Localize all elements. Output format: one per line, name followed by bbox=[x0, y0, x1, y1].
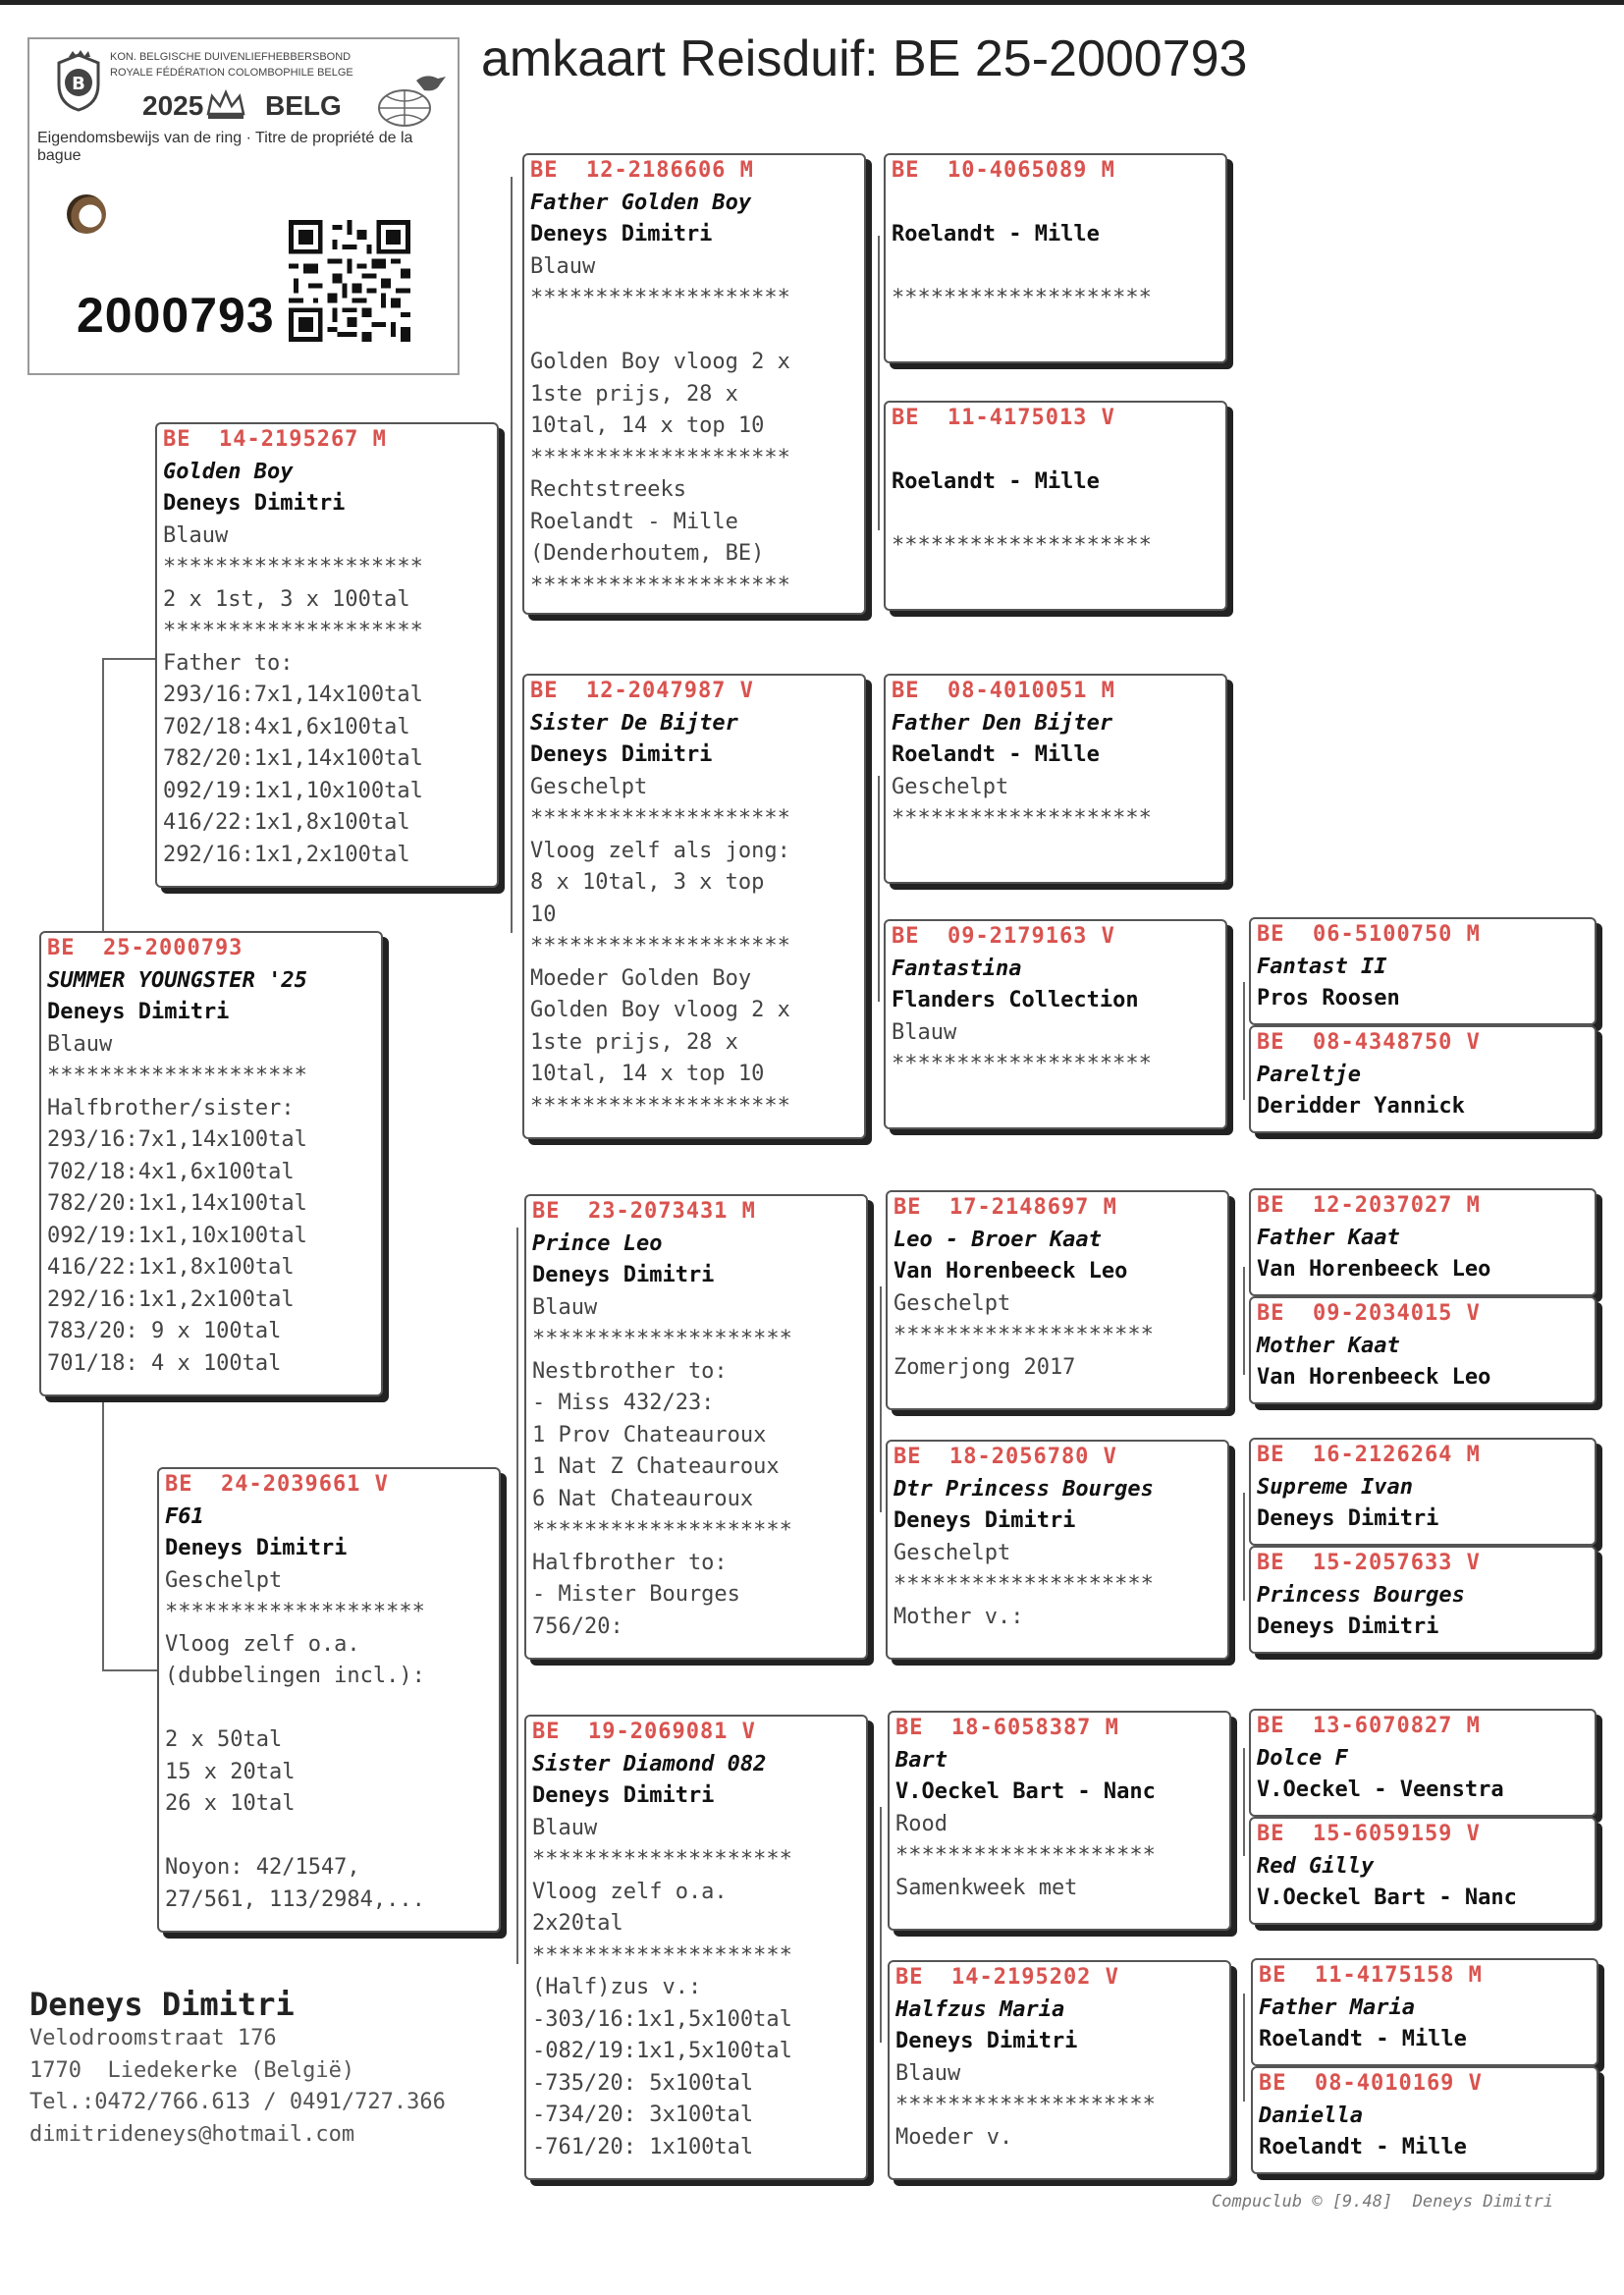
pigeon-card-subject bbox=[39, 931, 383, 1396]
separator: ******************** bbox=[892, 533, 1152, 558]
separator: ******************** bbox=[532, 1518, 792, 1543]
note-line: 26 x 10tal bbox=[165, 1791, 296, 1816]
separator: ******************** bbox=[530, 934, 790, 958]
note-line: Vloog zelf o.a. bbox=[532, 1879, 728, 1904]
note-line: -735/20: 5x100tal bbox=[532, 2070, 754, 2096]
footer-credit: Compuclub © [9.48] Deneys Dimitri bbox=[1212, 2192, 1553, 2212]
ring-year: 2025 bbox=[142, 90, 204, 121]
pigeon-name: Red Gilly bbox=[1257, 1853, 1375, 1879]
note-line: 8 x 10tal, 3 x top bbox=[530, 870, 765, 895]
pigeon-card-mother bbox=[157, 1467, 501, 1933]
note-line: 416/22:1x1,8x100tal bbox=[47, 1255, 295, 1280]
breeder: Deneys Dimitri bbox=[530, 222, 713, 246]
pigeon-card-mfm bbox=[886, 1440, 1229, 1660]
ring-code: BE 23-2073431 M bbox=[532, 1199, 756, 1224]
note-line: Nestbrother to: bbox=[532, 1358, 728, 1384]
tree-connector bbox=[1243, 982, 1245, 1100]
breeder: V.Oeckel - Veenstra bbox=[1257, 1777, 1504, 1802]
note-line: 092/19:1x1,10x100tal bbox=[47, 1223, 307, 1248]
color: Blauw bbox=[532, 1815, 598, 1840]
owner-street: Velodroomstraat 176 bbox=[29, 2026, 277, 2050]
pigeon-card-fff bbox=[884, 153, 1227, 363]
breeder: Van Horenbeeck Leo bbox=[1257, 1257, 1491, 1282]
note-line: Noyon: 42/1547, bbox=[165, 1855, 360, 1880]
note-line: 6 Nat Chateauroux bbox=[532, 1486, 754, 1511]
ring-code: BE 17-2148697 M bbox=[893, 1195, 1117, 1220]
pigeon-name bbox=[886, 188, 1225, 220]
note-line: Moeder Golden Boy bbox=[530, 965, 752, 991]
tree-connector bbox=[1243, 1994, 1245, 2102]
note-line: (Half)zus v.: bbox=[532, 1975, 702, 1999]
breeder: Van Horenbeeck Leo bbox=[893, 1259, 1128, 1284]
owner-block bbox=[29, 1986, 446, 2151]
separator: ******************** bbox=[532, 1847, 792, 1872]
globe-pigeon-icon bbox=[365, 71, 448, 130]
ring-code: BE 25-2000793 bbox=[47, 936, 244, 960]
pigeon-card-mmff bbox=[1249, 1709, 1597, 1817]
ring-code: BE 18-6058387 M bbox=[895, 1716, 1119, 1740]
color: Rood bbox=[895, 1811, 947, 1836]
note-line: 782/20:1x1,14x100tal bbox=[163, 746, 423, 771]
ring-code: BE 15-2057633 V bbox=[1257, 1551, 1481, 1575]
breeder: Van Horenbeeck Leo bbox=[1257, 1365, 1491, 1390]
note-line: 1ste prijs, 28 x bbox=[530, 1029, 738, 1055]
separator: ******************** bbox=[893, 1323, 1154, 1347]
breeder: Deneys Dimitri bbox=[530, 742, 713, 767]
pigeon-name: SUMMER YOUNGSTER '25 bbox=[47, 967, 307, 993]
breeder: Deneys Dimitri bbox=[532, 1263, 715, 1287]
note-line: Halfbrother/sister: bbox=[47, 1095, 295, 1120]
note-line: Halfbrother to: bbox=[532, 1550, 728, 1575]
note-line: Vloog zelf o.a. bbox=[165, 1631, 360, 1657]
pigeon-card-fmf bbox=[884, 674, 1227, 884]
note-line: Vloog zelf als jong: bbox=[530, 838, 790, 863]
breeder: Deridder Yannick bbox=[1257, 1094, 1465, 1119]
breeder: Deneys Dimitri bbox=[47, 1000, 230, 1024]
pigeon-name: Daniella bbox=[1259, 2103, 1363, 2128]
pigeon-card-mfmm bbox=[1249, 1546, 1597, 1654]
pigeon-name: Bart bbox=[895, 1747, 947, 1773]
note-line: Mother v.: bbox=[893, 1604, 1024, 1629]
note-line: 292/16:1x1,2x100tal bbox=[163, 842, 410, 867]
separator: ******************** bbox=[893, 1572, 1154, 1597]
ring-code: BE 10-4065089 M bbox=[892, 158, 1115, 183]
tree-connector bbox=[1243, 1748, 1245, 1856]
ring-code: BE 11-4175158 M bbox=[1259, 1963, 1483, 1988]
breeder: Roelandt - Mille bbox=[1259, 2135, 1467, 2159]
breeder: Roelandt - Mille bbox=[892, 469, 1100, 494]
ring-code: BE 19-2069081 V bbox=[532, 1720, 756, 1744]
separator: ******************** bbox=[163, 619, 423, 643]
breeder: Roelandt - Mille bbox=[1259, 2027, 1467, 2051]
pigeon-card-mff bbox=[886, 1190, 1229, 1410]
note-line bbox=[159, 1693, 499, 1725]
color: Geschelpt bbox=[893, 1540, 1011, 1565]
note-line: 292/16:1x1,2x100tal bbox=[47, 1286, 295, 1312]
crown-icon bbox=[204, 86, 247, 122]
breeder: Roelandt - Mille bbox=[892, 742, 1100, 767]
note-line: -761/20: 1x100tal bbox=[532, 2134, 754, 2159]
scan-top-edge bbox=[0, 0, 1624, 5]
breeder: Deneys Dimitri bbox=[895, 2029, 1078, 2053]
color: Geschelpt bbox=[530, 774, 648, 799]
note-line: Rechtstreeks bbox=[530, 477, 686, 502]
kbdb-logo-icon bbox=[49, 49, 108, 112]
note-line: 782/20:1x1,14x100tal bbox=[47, 1191, 307, 1216]
separator: ******************** bbox=[532, 1942, 792, 1968]
color: Blauw bbox=[532, 1294, 598, 1320]
pigeon-card-fmmf bbox=[1249, 917, 1597, 1025]
owner-city: 1770 Liedekerke (België) bbox=[29, 2057, 355, 2083]
separator: ******************** bbox=[47, 1064, 307, 1088]
org-name-nl: KON. BELGISCHE DUIVENLIEFHEBBERSBOND bbox=[110, 51, 352, 63]
owner-name: Deneys Dimitri bbox=[29, 1986, 295, 2023]
pigeon-name: Pareltje bbox=[1257, 1062, 1361, 1087]
note-line: 416/22:1x1,8x100tal bbox=[163, 810, 410, 835]
tree-connector bbox=[878, 776, 880, 1002]
ring-code: BE 08-4348750 V bbox=[1257, 1030, 1481, 1055]
ring-certificate bbox=[27, 37, 460, 375]
ring-code: BE 08-4010169 V bbox=[1259, 2071, 1483, 2096]
breeder: Pros Roosen bbox=[1257, 986, 1400, 1011]
breeder: Deneys Dimitri bbox=[163, 491, 346, 516]
pigeon-name: Prince Leo bbox=[532, 1230, 663, 1256]
ring-code: BE 24-2039661 V bbox=[165, 1472, 389, 1497]
pigeon-card-father bbox=[155, 422, 499, 888]
tree-connector bbox=[878, 236, 880, 530]
breeder: Deneys Dimitri bbox=[1257, 1614, 1439, 1639]
separator: ******************** bbox=[530, 1093, 790, 1119]
ownership-text: Eigendomsbewijs van de ring · Titre de propriété de la bague bbox=[37, 130, 413, 164]
pigeon-card-mmfm bbox=[1249, 1817, 1597, 1925]
note-line: 2 x 50tal bbox=[165, 1727, 283, 1752]
ring-code: BE 16-2126264 M bbox=[1257, 1443, 1481, 1467]
note-line: (Denderhoutem, BE) bbox=[530, 541, 765, 566]
pigeon-name: Princess Bourges bbox=[1257, 1582, 1465, 1608]
pigeon-name: Supreme Ivan bbox=[1257, 1474, 1413, 1500]
note-line: Samenkweek met bbox=[895, 1875, 1078, 1900]
qr-code-icon bbox=[289, 220, 410, 342]
pigeon-card-mm bbox=[524, 1715, 868, 2180]
note-line: 702/18:4x1,6x100tal bbox=[163, 714, 410, 739]
ring-code: BE 18-2056780 V bbox=[893, 1445, 1117, 1469]
color: Blauw bbox=[892, 1019, 957, 1045]
pigeon-name: Sister Diamond 082 bbox=[532, 1751, 767, 1776]
pigeon-name: Halfzus Maria bbox=[895, 1996, 1065, 2022]
note-line: -082/19:1x1,5x100tal bbox=[532, 2039, 792, 2063]
pigeon-name: Mother Kaat bbox=[1257, 1333, 1400, 1358]
note-line: - Miss 432/23: bbox=[532, 1391, 715, 1415]
ring-code: BE 12-2047987 V bbox=[530, 679, 754, 703]
separator: ******************** bbox=[530, 286, 790, 310]
note-line bbox=[159, 1821, 499, 1853]
pigeon-name: Leo - Broer Kaat bbox=[893, 1227, 1102, 1252]
pigeon-name: Fantast II bbox=[1257, 954, 1387, 979]
pigeon-name: Father Golden Boy bbox=[530, 190, 752, 215]
separator: ******************** bbox=[892, 806, 1152, 831]
note-line: 10tal, 14 x top 10 bbox=[530, 1062, 765, 1086]
ring-code: BE 12-2037027 M bbox=[1257, 1193, 1481, 1218]
tree-connector bbox=[102, 658, 157, 660]
owner-phone: Tel.:0472/766.613 / 0491/727.366 bbox=[29, 2090, 446, 2114]
ring-hole-image bbox=[67, 194, 106, 234]
pigeon-card-mf bbox=[524, 1194, 868, 1660]
pigeon-card-ff bbox=[522, 153, 866, 615]
note-line: 10tal, 14 x top 10 bbox=[530, 413, 765, 438]
note-line: 1ste prijs, 28 x bbox=[530, 381, 738, 407]
color bbox=[886, 251, 1225, 284]
ring-code: BE 11-4175013 V bbox=[892, 406, 1115, 430]
pigeon-card-mmmm bbox=[1251, 2066, 1598, 2174]
tree-connector bbox=[102, 1669, 157, 1671]
breeder: Deneys Dimitri bbox=[165, 1536, 348, 1560]
ring-code: BE 13-6070827 M bbox=[1257, 1714, 1481, 1738]
ring-code: BE 09-2179163 V bbox=[892, 924, 1115, 949]
tree-connector bbox=[1243, 1267, 1245, 1375]
separator: ******************** bbox=[532, 1327, 792, 1351]
breeder: V.Oeckel Bart - Nanc bbox=[895, 1779, 1156, 1804]
pigeon-card-mmf bbox=[888, 1711, 1231, 1931]
pigeon-name: F61 bbox=[165, 1503, 204, 1529]
breeder: Flanders Collection bbox=[892, 988, 1139, 1012]
pigeon-card-fm bbox=[522, 674, 866, 1139]
note-line: 15 x 20tal bbox=[165, 1759, 296, 1784]
separator: ******************** bbox=[892, 286, 1152, 310]
ring-code: BE 12-2186606 M bbox=[530, 158, 754, 183]
pigeon-name: Father Maria bbox=[1259, 1994, 1415, 2020]
ring-code: BE 15-6059159 V bbox=[1257, 1822, 1481, 1846]
note-line: 293/16:7x1,14x100tal bbox=[47, 1127, 307, 1152]
pigeon-card-mfff bbox=[1249, 1188, 1597, 1296]
pigeon-card-mmmf bbox=[1251, 1958, 1598, 2066]
note-line: 10 bbox=[530, 902, 557, 927]
color: Geschelpt bbox=[165, 1567, 283, 1593]
pigeon-card-fmmm bbox=[1249, 1025, 1597, 1133]
note-line: Roelandt - Mille bbox=[530, 509, 738, 534]
note-line: Father to: bbox=[163, 650, 294, 676]
color: Blauw bbox=[530, 253, 596, 279]
separator: ******************** bbox=[892, 1052, 1152, 1076]
note-line: Golden Boy vloog 2 x bbox=[530, 350, 790, 374]
color: Blauw bbox=[47, 1031, 113, 1057]
note-line bbox=[524, 315, 864, 348]
note-line: -734/20: 3x100tal bbox=[532, 2103, 754, 2127]
note-line: 2 x 1st, 3 x 100tal bbox=[163, 586, 410, 612]
note-line: 1 Prov Chateauroux bbox=[532, 1422, 767, 1448]
owner-email: dimitrideneys@hotmail.com bbox=[29, 2121, 355, 2147]
note-line: 092/19:1x1,10x100tal bbox=[163, 778, 423, 803]
separator: ******************** bbox=[530, 806, 790, 831]
svg-text:B: B bbox=[72, 74, 85, 94]
separator: ******************** bbox=[895, 1843, 1156, 1868]
color: Geschelpt bbox=[893, 1290, 1011, 1316]
color bbox=[886, 499, 1225, 531]
note-line: 293/16:7x1,14x100tal bbox=[163, 683, 423, 707]
ring-code: BE 09-2034015 V bbox=[1257, 1301, 1481, 1326]
tree-connector bbox=[880, 1286, 882, 1512]
note-line: 702/18:4x1,6x100tal bbox=[47, 1159, 295, 1184]
pigeon-name: Father Den Bijter bbox=[892, 710, 1113, 736]
separator: ******************** bbox=[530, 573, 790, 598]
breeder: Roelandt - Mille bbox=[892, 222, 1100, 246]
pigeon-name: Dtr Princess Bourges bbox=[893, 1476, 1154, 1502]
pigeon-card-mffm bbox=[1249, 1296, 1597, 1404]
pigeon-name: Sister De Bijter bbox=[530, 710, 738, 736]
pigeon-name bbox=[886, 435, 1225, 467]
separator: ******************** bbox=[895, 2093, 1156, 2117]
org-name-fr: ROYALE FÉDÉRATION COLOMBOPHILE BELGE bbox=[110, 67, 353, 79]
breeder: Deneys Dimitri bbox=[1257, 1506, 1439, 1531]
pigeon-card-mmm bbox=[888, 1960, 1231, 2180]
tree-connector bbox=[102, 1365, 104, 1669]
note-line: 783/20: 9 x 100tal bbox=[47, 1319, 282, 1343]
breeder: V.Oeckel Bart - Nanc bbox=[1257, 1885, 1517, 1910]
pigeon-card-fmm bbox=[884, 919, 1227, 1129]
tree-connector bbox=[102, 658, 104, 933]
tree-connector bbox=[880, 1807, 882, 2043]
ring-code: BE 06-5100750 M bbox=[1257, 922, 1481, 947]
ring-number: 2000793 bbox=[77, 288, 275, 343]
tree-connector bbox=[1243, 1493, 1245, 1601]
note-line: 27/561, 113/2984,... bbox=[165, 1886, 425, 1912]
pigeon-name: Golden Boy bbox=[163, 459, 294, 484]
tree-connector bbox=[511, 177, 513, 933]
breeder: Deneys Dimitri bbox=[532, 1783, 715, 1808]
note-line: (dubbelingen incl.): bbox=[165, 1664, 425, 1688]
pigeon-name: Dolce F bbox=[1257, 1745, 1348, 1771]
ring-country: BELG bbox=[265, 90, 342, 121]
separator: ******************** bbox=[163, 555, 423, 579]
note-line: Golden Boy vloog 2 x bbox=[530, 998, 790, 1022]
note-line: - Mister Bourges bbox=[532, 1582, 740, 1607]
pigeon-card-mfmf bbox=[1249, 1438, 1597, 1546]
note-line: -303/16:1x1,5x100tal bbox=[532, 2006, 792, 2032]
note-line: 756/20: bbox=[532, 1613, 623, 1639]
pigeon-card-ffm bbox=[884, 401, 1227, 611]
note-line: Moeder v. bbox=[895, 2124, 1013, 2150]
ring-code: BE 14-2195267 M bbox=[163, 427, 387, 452]
separator: ******************** bbox=[165, 1600, 425, 1624]
tree-connector bbox=[516, 1228, 518, 1964]
page-title: amkaart Reisduif: BE 25-2000793 bbox=[481, 30, 1248, 87]
color: Blauw bbox=[895, 2060, 961, 2086]
ring-code: BE 14-2195202 V bbox=[895, 1965, 1119, 1990]
separator: ******************** bbox=[530, 445, 790, 470]
note-line: Zomerjong 2017 bbox=[893, 1354, 1076, 1380]
pigeon-name: Father Kaat bbox=[1257, 1225, 1400, 1250]
note-line: 701/18: 4 x 100tal bbox=[47, 1350, 282, 1376]
color: Geschelpt bbox=[892, 774, 1009, 799]
note-line: 2x20tal bbox=[532, 1911, 623, 1936]
note-line: 1 Nat Z Chateauroux bbox=[532, 1454, 780, 1479]
breeder: Deneys Dimitri bbox=[893, 1508, 1076, 1533]
color: Blauw bbox=[163, 522, 229, 548]
ring-code: BE 08-4010051 M bbox=[892, 679, 1115, 703]
pigeon-name: Fantastina bbox=[892, 956, 1022, 981]
